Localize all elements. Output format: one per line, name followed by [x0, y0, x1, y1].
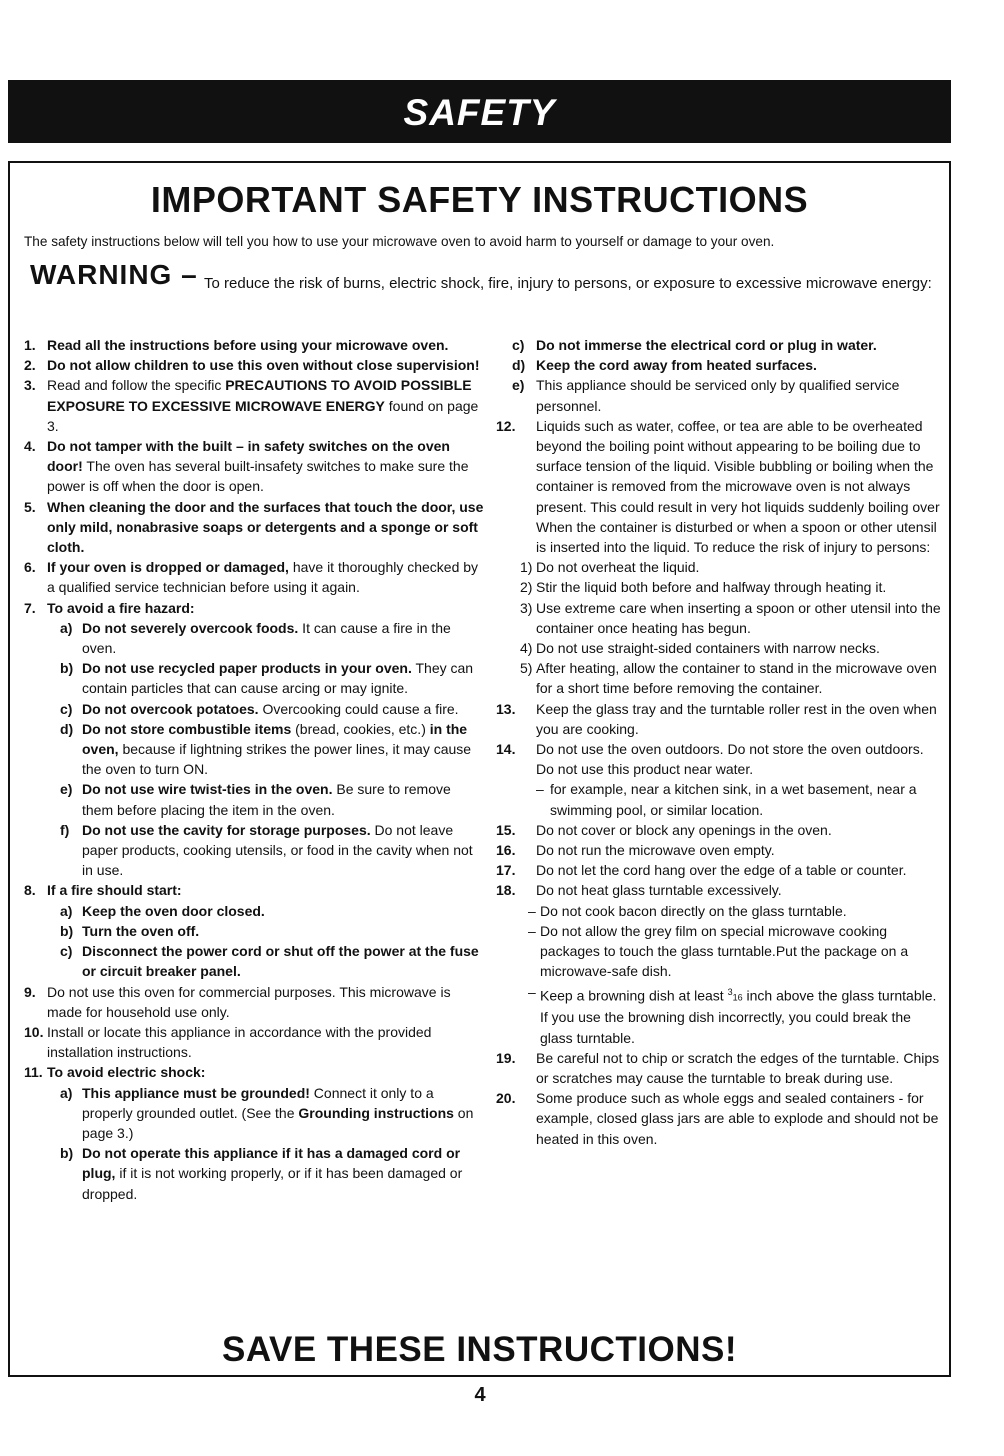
- sub-item: c) Do not immerse the electrical cord or plug in water.: [512, 337, 877, 353]
- list-item: 17. Do not let the cord hang over the edge of a table or counter.: [496, 862, 907, 879]
- intro-text: The safety instructions below will tell you how to use your microwave oven to avoid harm to yourself or damage to your oven.: [24, 234, 775, 249]
- sub-item: 5) After heating, allow the container to stand in the microwave oven for a short time before removing the container.: [520, 660, 937, 697]
- sub-item: a) Keep the oven door closed.: [60, 902, 265, 919]
- sub-item: 4) Do not use straight-sided containers with narrow necks.: [520, 640, 880, 657]
- warning-text: To reduce the risk of burns, electric shock, fire, injury to persons, or exposure to excessive microwave energy:: [204, 275, 932, 292]
- sub-item: e) This appliance should be serviced only by qualified service personnel.: [512, 377, 900, 414]
- safety-banner: [8, 80, 951, 143]
- sub-item: e) Do not use wire twist-ties in the oven. Be sure to remove them before placing the item in the oven.: [60, 781, 451, 818]
- list-item: 4. Do not tamper with the built – in safety switches on the oven door! The oven has several built-insafety switches to make sure the power is off when the door is open.: [24, 438, 469, 495]
- page-number: 4: [474, 1384, 486, 1406]
- sub-item: c) Disconnect the power cord or shut off the power at the fuse or circuit breaker panel.: [60, 943, 479, 980]
- instructions-box: [8, 161, 951, 1377]
- list-item: 3. Read and follow the specific PRECAUTIONS TO AVOID POSSIBLE EXPOSURE TO EXCESSIVE MICROWAVE ENERGY found on page 3.: [24, 377, 479, 434]
- left-column: [24, 335, 484, 1204]
- list-item: 9. Do not use this oven for commercial purposes. This microwave is made for household use only.: [24, 983, 451, 1020]
- list-item: 20. Some produce such as whole eggs and sealed containers - for example, closed glass jars are able to explode and should not be heated in this oven.: [496, 1090, 939, 1147]
- save-instructions-title: SAVE THESE INSTRUCTIONS!: [221, 1330, 737, 1369]
- list-item: 11. To avoid electric shock:: [24, 1064, 206, 1081]
- sub-item: b) Do not use recycled paper products in your oven. They can contain particles that can cause arcing or may ignite.: [60, 660, 474, 697]
- sub-item: f) Do not use the cavity for storage purposes. Do not leave paper products, cooking utensils, or food in the cavity when not in use.: [60, 821, 473, 879]
- sub-item: – Keep a browning dish at least $^3$16 inch above the glass turntable. If you use the browning dish incorrectly, you could break the glass turntable.: [528, 983, 937, 1046]
- banner-title: SAFETY: [403, 92, 556, 133]
- page-title: IMPORTANT SAFETY INSTRUCTIONS: [150, 179, 809, 220]
- list-item: 10. Install or locate this appliance in accordance with the provided installation instructions.: [24, 1023, 432, 1061]
- list-item: 7. To avoid a fire hazard:: [24, 599, 195, 616]
- list-item: 2. Do not allow children to use this oven without close supervision!: [24, 357, 480, 374]
- list-item: 6. If your oven is dropped or damaged, have it thoroughly checked by a qualified service technician before using it again.: [24, 559, 479, 596]
- list-item: 15. Do not cover or block any openings in the oven.: [496, 821, 832, 838]
- sub-item: – Do not allow the grey film on special microwave cooking packages to touch the glass turntable.Put the package on a microwave-safe dish.: [528, 922, 909, 980]
- list-item: 1. Read all the instructions before using your microwave oven.: [24, 337, 449, 353]
- sub-item: 2) Stir the liquid both before and halfway through heating it.: [520, 579, 887, 596]
- sub-item: d) Do not store combustible items (bread, cookies, etc.) in the oven, because if lightning strikes the power lines, it may cause the oven to turn ON.: [60, 720, 472, 778]
- sub-item: – for example, near a kitchen sink, in a wet basement, near a swimming pool, or similar location.: [536, 781, 917, 818]
- sub-item: a) Do not severely overcook foods. It can cause a fire in the oven.: [60, 619, 451, 657]
- warning-word: WARNING: [30, 259, 173, 290]
- warning-label: [30, 259, 198, 291]
- sub-item: 3) Use extreme care when inserting a spoon or other utensil into the container once heating has begun.: [520, 599, 941, 636]
- sub-item: b) Turn the oven off.: [60, 922, 200, 939]
- sub-item: 1) Do not overheat the liquid.: [520, 559, 700, 576]
- sub-item: c) Do not overcook potatoes. Overcooking could cause a fire.: [60, 700, 459, 717]
- right-column: [496, 335, 942, 1149]
- list-item: 18. Do not heat glass turntable excessively.: [496, 882, 782, 899]
- warning-dash: –: [181, 259, 198, 290]
- list-item: 13. Keep the glass tray and the turntable roller rest in the oven when you are cooking.: [496, 700, 937, 737]
- list-item: 16. Do not run the microwave oven empty.: [496, 842, 775, 859]
- sub-item: – Do not cook bacon directly on the glass turntable.: [528, 902, 847, 919]
- list-item: 19. Be careful not to chip or scratch the edges of the turntable. Chips or scratches may cause the turntable to break during use.: [496, 1049, 940, 1086]
- list-item: 8. If a fire should start:: [24, 882, 182, 899]
- sub-item: d) Keep the cord away from heated surfaces.: [512, 357, 817, 374]
- list-item: 14. Do not use the oven outdoors. Do not store the oven outdoors. Do not use this product near water.: [496, 741, 924, 778]
- list-item: 5. When cleaning the door and the surfaces that touch the door, use only mild, nonabrasive soaps or detergents and a sponge or soft cloth.: [24, 498, 484, 556]
- sub-item: a) This appliance must be grounded! Connect it only to a properly grounded outlet. (See the Grounding instructions on page 3.): [60, 1084, 474, 1141]
- sub-item: b) Do not operate this appliance if it has a damaged cord or plug, if it is not working properly, or if it has been damaged or dropped.: [60, 1145, 463, 1202]
- list-item: 12. Liquids such as water, coffee, or tea are able to be overheated beyond the boiling point without appearing to be boiling due to surface tension of the liquid. Visible bubbling or boiling when the container is removed from the microwave oven is not always present. This could result in very hot liquids suddenly boiling over When the container is disturbed or when a spoon or other utensil is inserted into the liquid. To reduce the risk of injury to persons:: [496, 417, 940, 556]
